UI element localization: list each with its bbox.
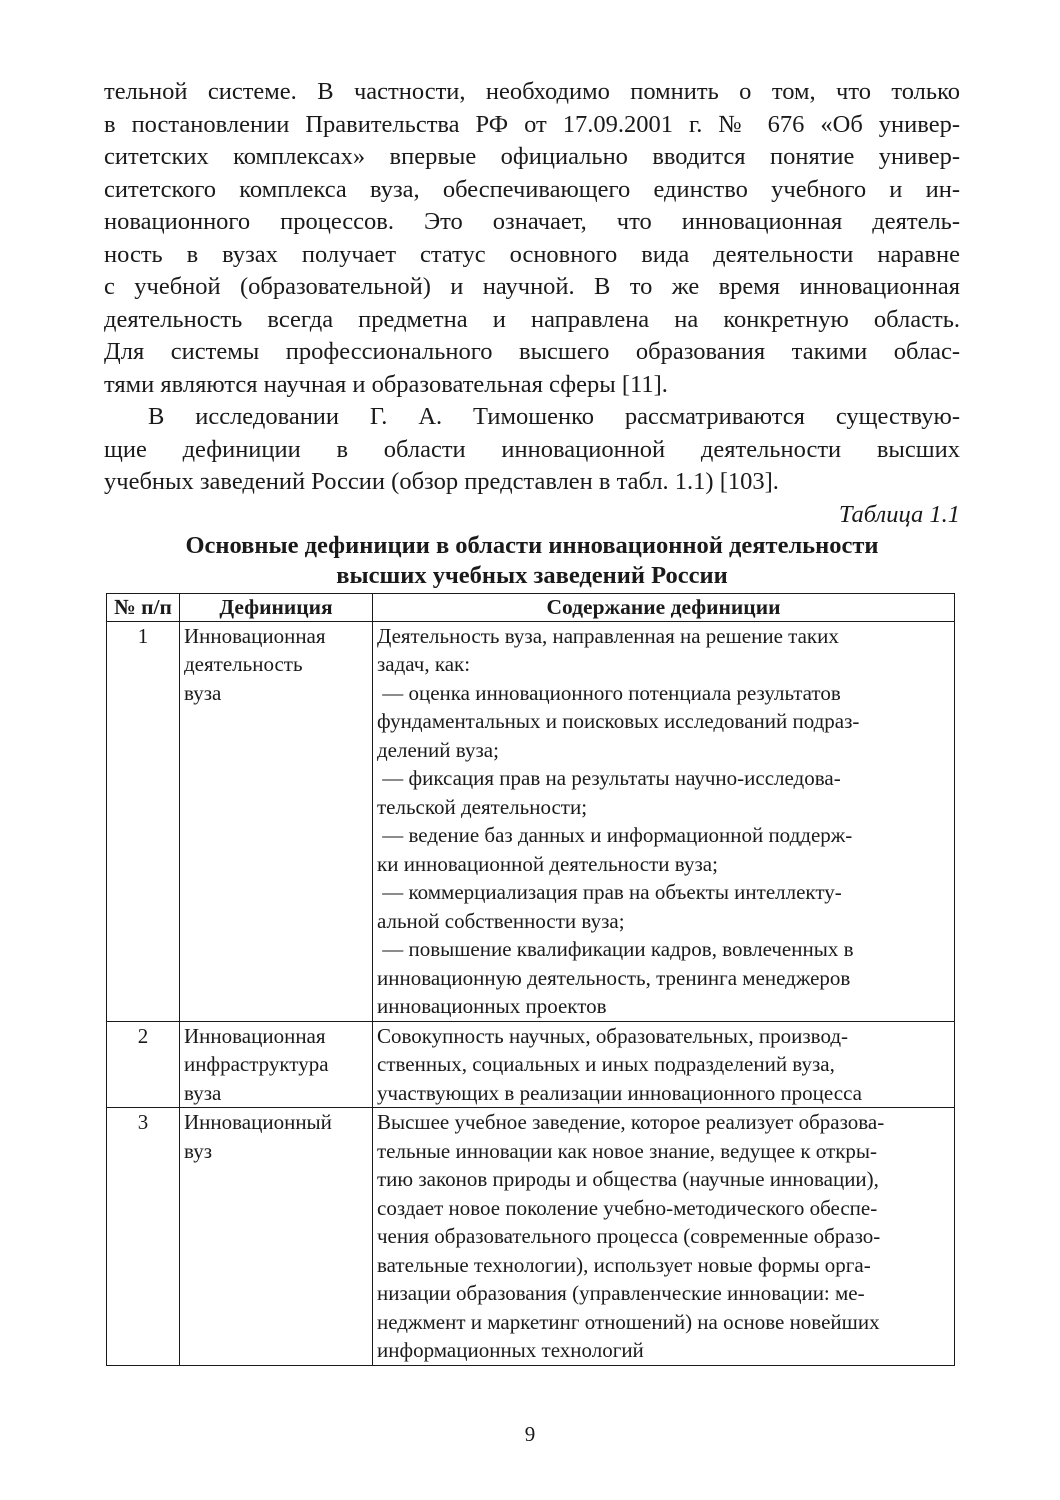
second-paragraph — [104, 401, 960, 499]
table-header-row — [107, 593, 955, 621]
text-line: В исследовании Г. А. Тимошенко рассматриваются существую- — [148, 403, 960, 430]
text-line: тями являются научная и образовательная сферы [11]. — [104, 370, 668, 398]
header-num: № п/п — [107, 593, 180, 621]
row-definition — [180, 621, 373, 1021]
text-line: щие дефиниции в области инновационной деятельности высших — [104, 435, 960, 463]
definition-line: инфраструктура — [184, 1052, 329, 1076]
text-line: тельной системе. В частности, необходимо помнить о том, что только — [104, 78, 960, 105]
page-number: 9 — [524, 1422, 536, 1446]
row-number: 2 — [107, 1021, 180, 1108]
table-row — [107, 1021, 955, 1108]
text-line: новационного процессов. Это означает, что инновационная деятель- — [104, 208, 960, 235]
definition-line: Инновационный — [184, 1110, 332, 1134]
row-number: 3 — [107, 1108, 180, 1366]
content-line: Совокупность научных, образовательных, производ- — [377, 1023, 849, 1048]
content-line: — оценка инновационного потенциала результатов — [377, 680, 841, 705]
content-line: неджмент и маркетинг отношений) на основе новейших — [377, 1309, 880, 1334]
text-line: деятельность всегда предметна и направлена на конкретную область. — [104, 305, 960, 333]
text-line: с учебной (образовательной) и научной. В то же время инновационная — [104, 273, 960, 300]
text-line: ность в вузах получает статус основного вида деятельности наравне — [104, 240, 960, 268]
table-row — [107, 1108, 955, 1366]
content-line: — повышение квалификации кадров, вовлеченных в — [377, 937, 854, 961]
content-line: низации образования (управленческие инновации: ме- — [377, 1281, 865, 1305]
row-content — [373, 1021, 955, 1108]
content-line: информационных технологий — [377, 1338, 644, 1362]
content-line: создает новое поколение учебно-методического обеспе- — [377, 1195, 878, 1220]
row-number: 1 — [107, 621, 180, 1021]
text-line: ситетского комплекса вуза, обеспечивающего единство учебного и ин- — [104, 175, 960, 203]
content-line: Деятельность вуза, направленная на решение таких — [377, 623, 839, 648]
intro-paragraph — [104, 76, 960, 401]
text-line: учебных заведений России (обзор представлен в табл. 1.1) [103]. — [104, 468, 779, 495]
table-row — [107, 621, 955, 1021]
table-title-line-1: Основные дефиниции в области инновационной деятельности — [185, 531, 879, 559]
content-line: тельской деятельности; — [377, 794, 588, 819]
content-line: чения образовательного процесса (современные образо- — [377, 1224, 881, 1248]
content-line: делений вуза; — [377, 737, 499, 762]
content-line: тельные инновации как новое знание, ведущее к откры- — [377, 1138, 878, 1163]
header-definition: Дефиниция — [180, 593, 373, 621]
definition-line: Инновационная — [184, 1023, 326, 1048]
content-line: вательные технологии), использует новые формы орга- — [377, 1252, 871, 1277]
content-line: — фиксация прав на результаты научно-исследова- — [377, 766, 841, 790]
content-line: ственных, социальных и иных подразделений вуза, — [377, 1052, 835, 1076]
row-content — [373, 621, 955, 1021]
content-line: — коммерциализация прав на объекты интеллекту- — [377, 880, 842, 904]
definitions-table — [106, 593, 955, 1366]
text-line: ситетских комплексах» впервые официально вводится понятие универ- — [104, 143, 960, 170]
content-line: участвующих в реализации инновационного процесса — [377, 1080, 862, 1105]
page-content — [104, 76, 960, 1366]
content-line: задач, как: — [377, 652, 471, 676]
table-title-line-2: высших учебных заведений России — [336, 561, 728, 589]
text-line: в постановлении Правительства РФ от 17.09.2001 г. № 676 «Об универ- — [104, 110, 960, 138]
content-line: тию законов природы и общества (научные инновации), — [377, 1167, 879, 1191]
definition-line: вуза — [184, 680, 222, 705]
header-content: Содержание дефиниции — [373, 593, 955, 621]
content-line: инновационных проектов — [377, 994, 607, 1018]
row-content — [373, 1108, 955, 1366]
definition-line: вуза — [184, 1080, 222, 1105]
table-label: Таблица 1.1 — [838, 500, 960, 528]
definition-line: Инновационная — [184, 623, 326, 648]
content-line: альной собственности вуза; — [377, 908, 625, 933]
table-body — [107, 621, 955, 1365]
row-definition — [180, 1108, 373, 1366]
content-line: инновационную деятельность, тренинга менеджеров — [377, 965, 851, 990]
content-line: — ведение баз данных и информационной поддерж- — [377, 823, 853, 847]
text-line: Для системы профессионального высшего образования такими облас- — [104, 338, 960, 365]
content-line: Высшее учебное заведение, которое реализует образова- — [377, 1110, 885, 1134]
content-line: фундаментальных и поисковых исследований подраз- — [377, 709, 860, 733]
row-definition — [180, 1021, 373, 1108]
content-line: ки инновационной деятельности вуза; — [377, 851, 718, 876]
definition-line: вуз — [184, 1138, 212, 1163]
definition-line: деятельность — [184, 652, 303, 676]
